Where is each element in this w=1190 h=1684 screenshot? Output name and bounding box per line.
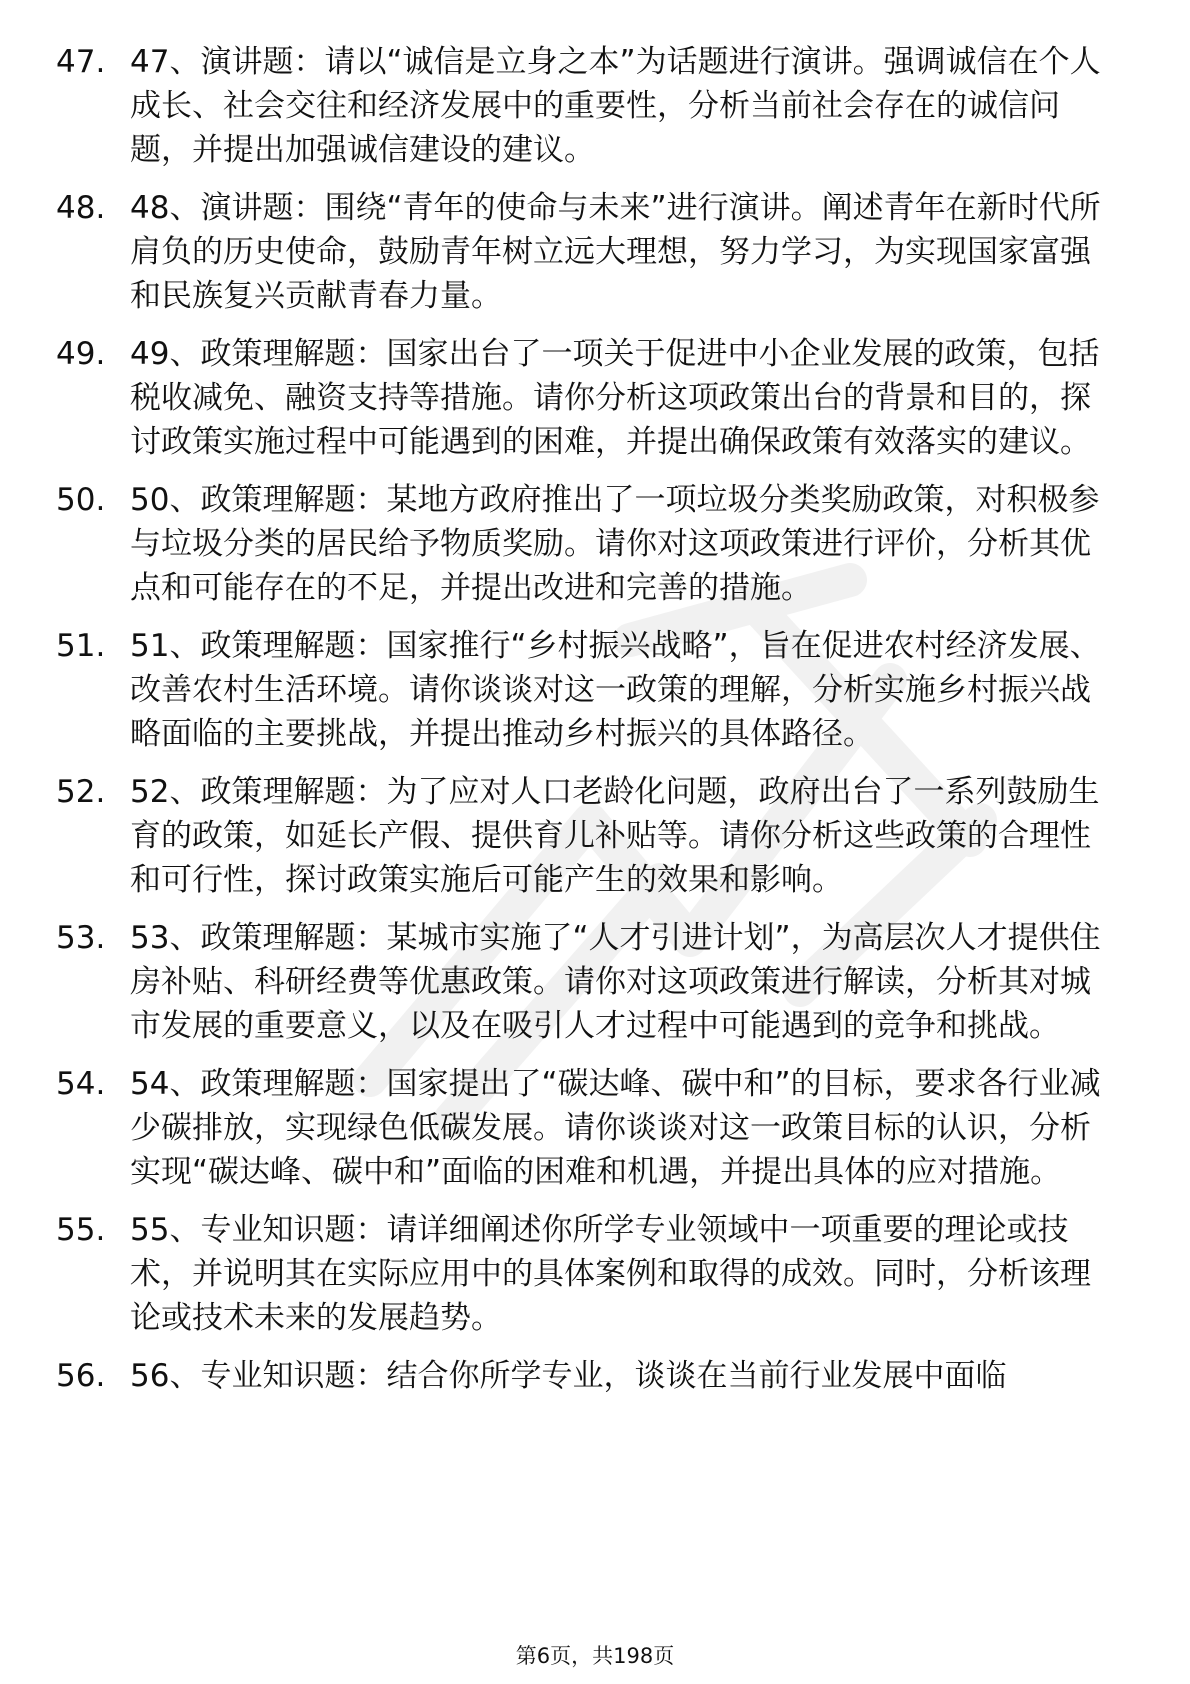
question-number: 51. <box>56 628 106 664</box>
question-text: 53、政策理解题：某城市实施了“人才引进计划”，为高层次人才提供住房补贴、科研经费等优惠政策。请你对这项政策进行解读，分析其对城市发展的重要意义，以及在吸引人才过程中可能遇到的竞争和挑战。 <box>130 920 1101 1044</box>
question-number: 55. <box>56 1212 106 1248</box>
question-number: 47. <box>56 44 106 80</box>
question-item <box>56 332 1136 464</box>
question-number: 48. <box>56 190 106 226</box>
question-number: 56. <box>56 1358 106 1394</box>
question-text: 55、专业知识题：请详细阐述你所学专业领域中一项重要的理论或技术，并说明其在实际应用中的具体案例和取得的成效。同时，分析该理论或技术未来的发展趋势。 <box>130 1212 1091 1336</box>
question-number: 52. <box>56 774 106 810</box>
question-number: 50. <box>56 482 106 518</box>
page-footer: 第6页，共198页 <box>515 1644 675 1668</box>
question-number: 54. <box>56 1066 106 1102</box>
question-text: 48、演讲题：围绕“青年的使命与未来”进行演讲。阐述青年在新时代所肩负的历史使命，鼓励青年树立远大理想，努力学习，为实现国家富强和民族复兴贡献青春力量。 <box>130 190 1101 314</box>
question-text: 49、政策理解题：国家出台了一项关于促进中小企业发展的政策，包括税收减免、融资支持等措施。请你分析这项政策出台的背景和目的，探讨政策实施过程中可能遇到的困难，并提出确保政策有效落实的建议。 <box>130 336 1100 460</box>
question-number: 53. <box>56 920 106 956</box>
question-item <box>56 1354 1136 1398</box>
question-list <box>56 40 1136 1398</box>
question-text: 51、政策理解题：国家推行“乡村振兴战略”，旨在促进农村经济发展、改善农村生活环境。请你谈谈对这一政策的理解，分析实施乡村振兴战略面临的主要挑战，并提出推动乡村振兴的具体路径。 <box>130 628 1101 752</box>
question-text: 50、政策理解题：某地方政府推出了一项垃圾分类奖励政策，对积极参与垃圾分类的居民给予物质奖励。请你对这项政策进行评价，分析其优点和可能存在的不足，并提出改进和完善的措施。 <box>130 482 1100 606</box>
question-text: 56、专业知识题：结合你所学专业，谈谈在当前行业发展中面临 <box>130 1358 1007 1394</box>
question-text: 54、政策理解题：国家提出了“碳达峰、碳中和”的目标，要求各行业减少碳排放，实现绿色低碳发展。请你谈谈对这一政策目标的认识，分析实现“碳达峰、碳中和”面临的困难和机遇，并提出具体的应对措施。 <box>130 1066 1101 1190</box>
question-item <box>56 478 1136 610</box>
question-item <box>56 1208 1136 1340</box>
question-item <box>56 1062 1136 1194</box>
question-text: 52、政策理解题：为了应对人口老龄化问题，政府出台了一系列鼓励生育的政策，如延长产假、提供育儿补贴等。请你分析这些政策的合理性和可行性，探讨政策实施后可能产生的效果和影响。 <box>130 774 1100 898</box>
question-item <box>56 624 1136 756</box>
question-item <box>56 40 1136 172</box>
question-item <box>56 770 1136 902</box>
question-item <box>56 916 1136 1048</box>
question-item <box>56 186 1136 318</box>
question-text: 47、演讲题：请以“诚信是立身之本”为话题进行演讲。强调诚信在个人成长、社会交往和经济发展中的重要性，分析当前社会存在的诚信问题，并提出加强诚信建设的建议。 <box>130 44 1101 168</box>
question-number: 49. <box>56 336 106 372</box>
